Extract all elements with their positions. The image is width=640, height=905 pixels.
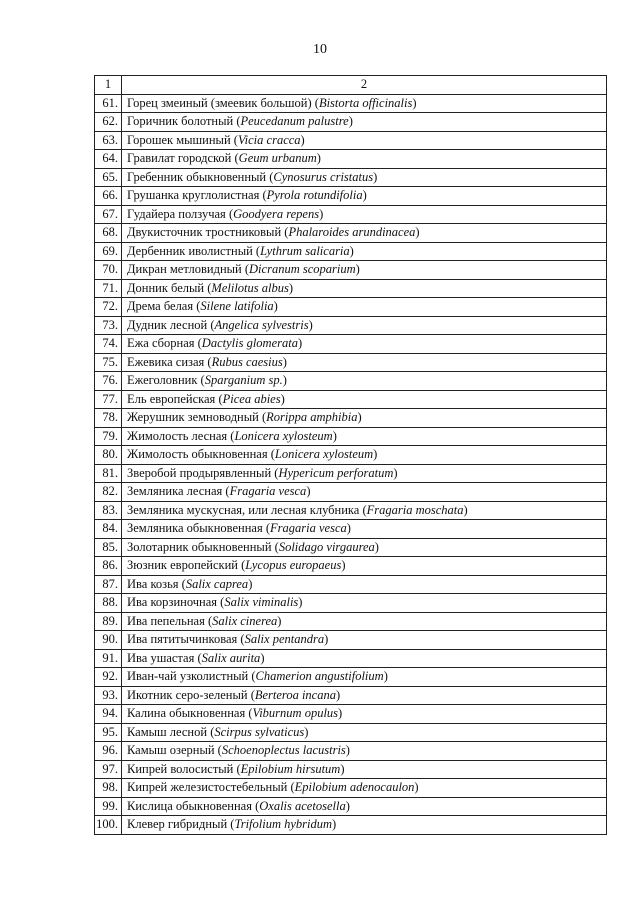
table-row [95, 335, 607, 354]
row-number: 96. [95, 742, 122, 761]
species-latin-name: Peucedanum palustre [240, 114, 349, 128]
species-common-name: Золотарник обыкновенный [127, 539, 272, 554]
species-common-name: Зверобой продырявленный [127, 465, 272, 480]
table-row [95, 464, 607, 483]
table-row [95, 187, 607, 206]
species-cell: Икотник серо-зеленый (Berteroa incana) [122, 686, 607, 705]
species-common-name: Жерушник земноводный [127, 410, 259, 424]
row-number: 85. [95, 538, 122, 557]
species-latin-name: Phalaroides arundinacea [288, 225, 416, 239]
table-row [95, 686, 607, 705]
row-number: 82. [95, 483, 122, 502]
table-row [95, 816, 607, 835]
table-row [95, 409, 607, 428]
species-cell: Ива ушастая (Salix aurita) [122, 649, 607, 668]
species-latin-name: Rubus caesius [211, 354, 283, 369]
species-cell: Дудник лесной (Angelica sylvestris) [122, 316, 607, 335]
table-row [95, 705, 607, 724]
table-row [95, 538, 607, 557]
table-row [95, 612, 607, 631]
species-common-name: Жимолость обыкновенная [127, 447, 268, 461]
row-number: 61. [95, 94, 122, 113]
table-row [95, 520, 607, 539]
species-cell: Зверобой продырявленный (Hypericum perforatum) [122, 464, 607, 483]
row-number: 99. [95, 797, 122, 816]
species-common-name: Горичник болотный [127, 114, 234, 128]
row-number: 72. [95, 298, 122, 317]
species-cell: Двукисточник тростниковый (Phalaroides arundinacea) [122, 224, 607, 243]
species-latin-name: Dicranum scoparium [249, 262, 356, 276]
species-common-name: Зюзник европейский [127, 558, 238, 572]
species-latin-name: Epilobium hirsutum [240, 761, 341, 776]
column-header-number: 1 [95, 76, 122, 95]
table-row [95, 779, 607, 798]
species-cell: Грушанка круглолистная (Pyrola rotundifolia) [122, 187, 607, 206]
row-number: 100. [95, 816, 122, 835]
species-common-name: Земляника лесная [127, 484, 223, 498]
species-latin-name: Vicia cracca [237, 132, 301, 147]
table-row [95, 390, 607, 409]
table-row [95, 797, 607, 816]
species-latin-name: Picea abies [222, 391, 281, 406]
species-common-name: Грушанка круглолистная [127, 188, 260, 202]
table-row [95, 353, 607, 372]
row-number: 90. [95, 631, 122, 650]
table-row [95, 742, 607, 761]
table-row [95, 760, 607, 779]
row-number: 73. [95, 316, 122, 335]
row-number: 79. [95, 427, 122, 446]
row-number: 88. [95, 594, 122, 613]
table-row [95, 261, 607, 280]
row-number: 78. [95, 409, 122, 428]
row-number: 81. [95, 464, 122, 483]
species-latin-name: Dactylis glomerata [201, 336, 298, 350]
species-cell: Дрема белая (Silene latifolia) [122, 298, 607, 317]
species-cell: Клевер гибридный (Trifolium hybridum) [122, 816, 607, 835]
species-common-name: Ива пятитычинковая [127, 632, 238, 646]
species-cell: Дербенник иволистный (Lythrum salicaria) [122, 242, 607, 261]
species-latin-name: Fragaria moschata [366, 502, 464, 517]
row-number: 80. [95, 446, 122, 465]
column-header-species: 2 [122, 76, 607, 95]
row-number: 93. [95, 686, 122, 705]
species-latin-name: Epilobium adenocaulon [294, 780, 415, 794]
species-cell: Кислица обыкновенная (Oxalis acetosella) [122, 797, 607, 816]
species-cell: Камыш лесной (Scirpus sylvaticus) [122, 723, 607, 742]
species-cell: Жерушник земноводный (Rorippa amphibia) [122, 409, 607, 428]
table-row [95, 372, 607, 391]
species-cell: Дикран метловидный (Dicranum scoparium) [122, 261, 607, 280]
table-row [95, 427, 607, 446]
species-common-name: Камыш лесной [127, 724, 208, 739]
species-latin-name: Fragaria vesca [229, 484, 307, 498]
row-number: 66. [95, 187, 122, 206]
page-number: 10 [313, 42, 327, 57]
row-number: 71. [95, 279, 122, 298]
species-common-name: Ежевика сизая [127, 354, 205, 369]
table-row [95, 594, 607, 613]
species-common-name: Двукисточник тростниковый [127, 225, 282, 239]
species-cell: Ежеголовник (Sparganium sp.) [122, 372, 607, 391]
row-number: 69. [95, 242, 122, 261]
species-common-name: Камыш озерный [127, 743, 215, 757]
species-cell: Золотарник обыкновенный (Solidago virgaurea) [122, 538, 607, 557]
table-row [95, 649, 607, 668]
row-number: 95. [95, 723, 122, 742]
species-common-name: Ива ушастая [127, 650, 195, 665]
row-number: 62. [95, 113, 122, 132]
table-row [95, 557, 607, 576]
species-cell: Ива корзиночная (Salix viminalis) [122, 594, 607, 613]
species-common-name: Ива пепельная [127, 613, 205, 628]
row-number: 86. [95, 557, 122, 576]
table-header-row [95, 76, 607, 95]
species-common-name: Ива корзиночная [127, 595, 218, 609]
species-latin-name: Salix aurita [201, 650, 261, 665]
species-common-name: Жимолость лесная [127, 428, 228, 443]
row-number: 83. [95, 501, 122, 520]
row-number: 97. [95, 760, 122, 779]
species-cell: Калина обыкновенная (Viburnum opulus) [122, 705, 607, 724]
species-cell: Ель европейская (Picea abies) [122, 390, 607, 409]
table-row [95, 723, 607, 742]
species-latin-name: Rorippa amphibia [266, 410, 358, 424]
row-number: 89. [95, 612, 122, 631]
species-common-name: Гравилат городской [127, 151, 232, 165]
table-row [95, 279, 607, 298]
species-cell: Земляника мускусная, или лесная клубника (Fragaria moschata) [122, 501, 607, 520]
species-latin-name: Hypericum perforatum [278, 465, 394, 480]
species-latin-name: Schoenoplectus lacustris [221, 743, 346, 757]
table-row [95, 501, 607, 520]
species-latin-name: Lonicera xylosteum [234, 428, 333, 443]
table-row [95, 298, 607, 317]
table-row [95, 168, 607, 187]
species-latin-name: Lonicera xylosteum [274, 447, 374, 461]
species-latin-name: Trifolium hybridum [234, 817, 333, 831]
species-cell: Земляника обыкновенная (Fragaria vesca) [122, 520, 607, 539]
species-common-name: Дикран метловидный [127, 262, 242, 276]
species-cell: Гравилат городской (Geum urbanum) [122, 150, 607, 169]
table-row [95, 94, 607, 113]
species-common-name: Горец змеиный (змеевик большой) [127, 95, 312, 110]
species-common-name: Кислица обыкновенная [127, 798, 252, 813]
species-cell: Ива пепельная (Salix cinerea) [122, 612, 607, 631]
row-number: 68. [95, 224, 122, 243]
species-latin-name: Melilotus albus [211, 280, 289, 295]
row-number: 76. [95, 372, 122, 391]
species-common-name: Донник белый [127, 280, 205, 295]
table-row [95, 205, 607, 224]
row-number: 98. [95, 779, 122, 798]
row-number: 87. [95, 575, 122, 594]
row-number: 94. [95, 705, 122, 724]
species-common-name: Дербенник иволистный [127, 243, 253, 258]
species-latin-name: Viburnum opulus [252, 706, 339, 720]
species-cell: Горичник болотный (Peucedanum palustre) [122, 113, 607, 132]
species-cell: Гребенник обыкновенный (Cynosurus cristatus) [122, 168, 607, 187]
species-latin-name: Scirpus sylvaticus [214, 724, 305, 739]
row-number: 65. [95, 168, 122, 187]
species-common-name: Гребенник обыкновенный [127, 169, 267, 184]
species-cell: Ива козья (Salix caprea) [122, 575, 607, 594]
table-row [95, 668, 607, 687]
species-latin-name: Chamerion angustifolium [255, 669, 384, 683]
species-common-name: Иван-чай узколистный [127, 669, 249, 683]
species-latin-name: Sparganium sp. [204, 373, 283, 387]
species-cell: Земляника лесная (Fragaria vesca) [122, 483, 607, 502]
species-common-name: Кипрей железистостебельный [127, 780, 288, 794]
species-cell: Горошек мышиный (Vicia cracca) [122, 131, 607, 150]
species-cell: Камыш озерный (Schoenoplectus lacustris) [122, 742, 607, 761]
row-number: 70. [95, 261, 122, 280]
species-cell: Кипрей железистостебельный (Epilobium adenocaulon) [122, 779, 607, 798]
species-common-name: Горошек мышиный [127, 132, 231, 147]
table-row [95, 131, 607, 150]
species-latin-name: Pyrola rotundifolia [266, 188, 363, 202]
species-latin-name: Cynosurus cristatus [273, 169, 374, 184]
row-number: 84. [95, 520, 122, 539]
species-common-name: Ива козья [127, 576, 179, 591]
species-common-name: Ель европейская [127, 391, 216, 406]
species-common-name: Клевер гибридный [127, 817, 228, 831]
table-row [95, 631, 607, 650]
row-number: 74. [95, 335, 122, 354]
species-latin-name: Salix caprea [185, 576, 249, 591]
species-cell: Ежевика сизая (Rubus caesius) [122, 353, 607, 372]
row-number: 64. [95, 150, 122, 169]
species-latin-name: Salix pentandra [244, 632, 325, 646]
table-row [95, 242, 607, 261]
species-cell: Жимолость обыкновенная (Lonicera xylosteum) [122, 446, 607, 465]
table-row [95, 113, 607, 132]
species-common-name: Ежеголовник [127, 373, 198, 387]
species-common-name: Земляника мускусная, или лесная клубника [127, 502, 360, 517]
table-row [95, 575, 607, 594]
species-latin-name: Bistorta officinalis [318, 95, 413, 110]
row-number: 75. [95, 353, 122, 372]
species-common-name: Дудник лесной [127, 317, 208, 332]
species-common-name: Дрема белая [127, 299, 194, 313]
species-latin-name: Solidago virgaurea [278, 539, 375, 554]
species-common-name: Кипрей волосистый [127, 761, 234, 776]
row-number: 91. [95, 649, 122, 668]
species-common-name: Икотник серо-зеленый [127, 687, 248, 702]
row-number: 92. [95, 668, 122, 687]
species-cell: Ива пятитычинковая (Salix pentandra) [122, 631, 607, 650]
species-common-name: Калина обыкновенная [127, 706, 246, 720]
species-latin-name: Geum urbanum [238, 151, 317, 165]
species-latin-name: Berteroa incana [254, 687, 336, 702]
species-cell: Донник белый (Melilotus albus) [122, 279, 607, 298]
species-common-name: Гудайера ползучая [127, 206, 226, 221]
species-cell: Зюзник европейский (Lycopus europaeus) [122, 557, 607, 576]
row-number: 77. [95, 390, 122, 409]
row-number: 67. [95, 205, 122, 224]
species-latin-name: Oxalis acetosella [259, 798, 346, 813]
table-row [95, 150, 607, 169]
species-cell: Кипрей волосистый (Epilobium hirsutum) [122, 760, 607, 779]
species-cell: Гудайера ползучая (Goodyera repens) [122, 205, 607, 224]
species-latin-name: Lycopus europaeus [245, 558, 342, 572]
row-number: 63. [95, 131, 122, 150]
table-row [95, 483, 607, 502]
species-latin-name: Silene latifolia [200, 299, 274, 313]
species-table [94, 75, 607, 835]
species-latin-name: Goodyera repens [233, 206, 320, 221]
table-row [95, 446, 607, 465]
table-row [95, 316, 607, 335]
species-cell: Жимолость лесная (Lonicera xylosteum) [122, 427, 607, 446]
species-latin-name: Salix viminalis [224, 595, 299, 609]
species-cell: Ежа сборная (Dactylis glomerata) [122, 335, 607, 354]
species-cell: Иван-чай узколистный (Chamerion angustifolium) [122, 668, 607, 687]
species-common-name: Земляника обыкновенная [127, 521, 263, 535]
species-latin-name: Salix cinerea [212, 613, 278, 628]
species-cell: Горец змеиный (змеевик большой) (Bistorta officinalis) [122, 94, 607, 113]
species-latin-name: Fragaria vesca [270, 521, 347, 535]
species-latin-name: Lythrum salicaria [260, 243, 350, 258]
table-row [95, 224, 607, 243]
species-latin-name: Angelica sylvestris [214, 317, 309, 332]
species-common-name: Ежа сборная [127, 336, 195, 350]
